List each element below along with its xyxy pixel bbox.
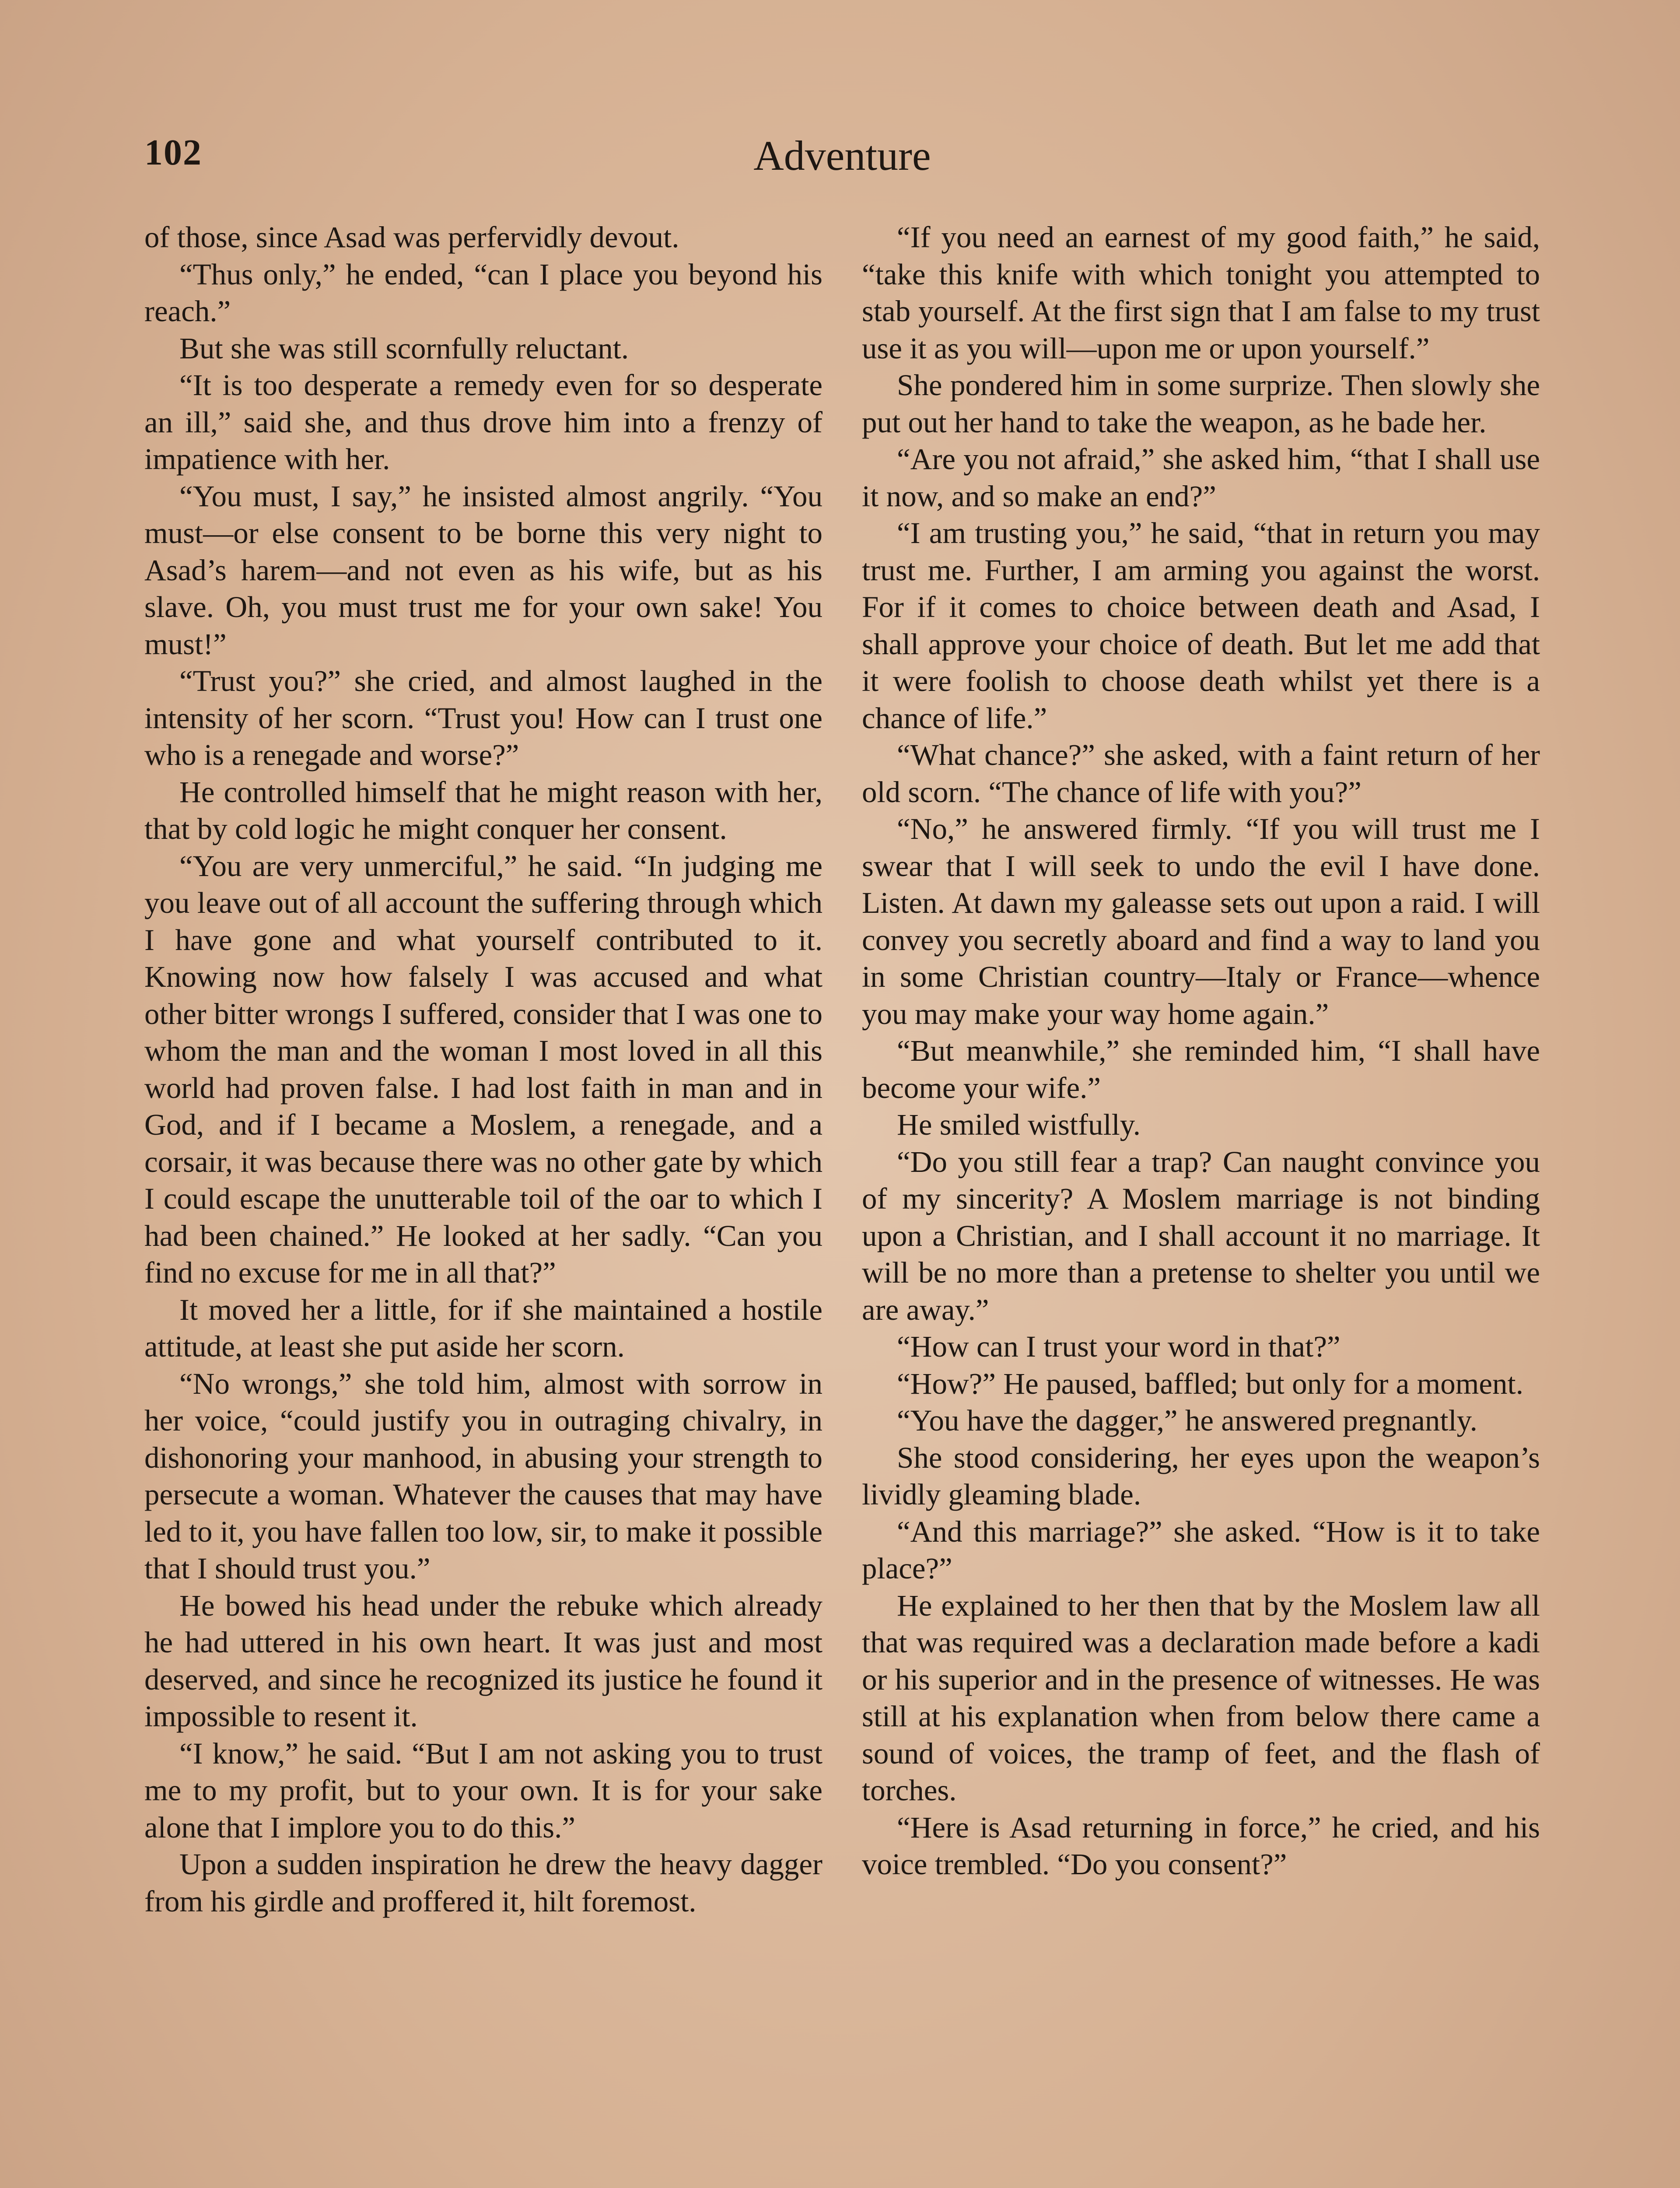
- paragraph: “I know,” he said. “But I am not asking you to trust me to my profit, but to your own. It is for your sake alone that I implore you to do this.”: [144, 1736, 822, 1844]
- paragraph: She pondered him in some surprize. Then slowly she put out her hand to take the weapon, as he bade her.: [862, 368, 1540, 439]
- paragraph: “No wrongs,” she told him, almost with sorrow in her voice, “could justify you in outraging chivalry, in dishonoring your manhood, in abusing your strength to persecute a woman. Whatever the causes that may have led to it, you have fallen too low, sir, to make it possible that I should trust you.”: [144, 1367, 822, 1585]
- paragraph: “Here is Asad returning in force,” he cried, and his voice trembled. “Do you consent?”: [862, 1810, 1540, 1881]
- paragraph: “But meanwhile,” she reminded him, “I shall have become your wife.”: [862, 1034, 1540, 1105]
- paragraph: of those, since Asad was perfervidly devout.: [144, 221, 679, 254]
- page-header: [144, 123, 1540, 201]
- paragraph: “I am trusting you,” he said, “that in return you may trust me. Further, I am arming you against the worst. For if it comes to choice between death and Asad, I shall approve your choice of death. But let me add that it were foolish to choose death whilst yet there is a chance of life.”: [862, 516, 1540, 735]
- paragraph: She stood considering, her eyes upon the weapon’s lividly gleaming blade.: [862, 1441, 1540, 1511]
- paragraph: “What chance?” she asked, with a faint return of her old scorn. “The chance of life with you?”: [862, 738, 1540, 809]
- paragraph: He bowed his head under the rebuke which already he had uttered in his own heart. It was just and most deserved, and since he recognized its justice he found it impossible to resent it.: [144, 1588, 822, 1733]
- paragraph: “Trust you?” she cried, and almost laughed in the intensity of her scorn. “Trust you! How can I trust one who is a renegade and worse?”: [144, 664, 822, 771]
- paragraph: “It is too desperate a remedy even for so desperate an ill,” said she, and thus drove him into a frenzy of impatience with her.: [144, 368, 822, 476]
- paragraph: “You have the dagger,” he answered pregnantly.: [897, 1404, 1477, 1437]
- paragraph: “You are very unmerciful,” he said. “In judging me you leave out of all account the suffering through which I have gone and what yourself contributed to it. Knowing now how falsely I was accused and what other bitter wrongs I suffered, consider that I was one to whom the man and the woman I most loved in all this world had proven false. I had lost faith in man and in God, and if I became a Moslem, a renegade, and a corsair, it was because there was no other gate by which I could escape the unutterable toil of the oar to which I had been chained.” He looked at her sadly. “Can you find no excuse for me in all that?”: [144, 849, 822, 1289]
- paragraph: “Thus only,” he ended, “can I place you beyond his reach.”: [144, 257, 822, 328]
- paragraph: “You must, I say,” he insisted almost angrily. “You must—or else consent to be borne this very night to Asad’s harem—and not even as his wife, but as his slave. Oh, you must trust me for your own sake! You must!”: [144, 479, 822, 661]
- paragraph: He explained to her then that by the Moslem law all that was required was a declaration made before a kadi or his superior and in the presence of witnesses. He was still at his explanation when from below there came a sound of voices, the tramp of feet, and the flash of torches.: [862, 1588, 1540, 1807]
- paragraph: He smiled wistfully.: [897, 1108, 1141, 1141]
- paragraph: “How?” He paused, baffled; but only for a moment.: [897, 1367, 1523, 1400]
- paragraph: “Do you still fear a trap? Can naught convince you of my sincerity? A Moslem marriage is not binding upon a Christian, and I shall account it no marriage. It will be no more than a pretense to shelter you until we are away.”: [862, 1145, 1540, 1326]
- paragraph: “If you need an earnest of my good faith,” he said, “take this knife with which tonight you attempted to stab yourself. At the first sign that I am false to my trust use it as you will—upon me or upon yourself.”: [862, 221, 1540, 365]
- paragraph: Upon a sudden inspiration he drew the heavy dagger from his girdle and proffered it, hilt foremost.: [144, 1848, 822, 1918]
- right-column: [862, 219, 1540, 1883]
- paragraph: It moved her a little, for if she maintained a hostile attitude, at least she put aside her scorn.: [144, 1293, 822, 1363]
- paragraph: But she was still scornfully reluctant.: [179, 331, 629, 365]
- paragraph: “How can I trust your word in that?”: [897, 1330, 1340, 1363]
- left-column: [144, 219, 822, 1920]
- paragraph: “Are you not afraid,” she asked him, “that I shall use it now, and so make an end?”: [862, 442, 1540, 513]
- paragraph: He controlled himself that he might reason with her, that by cold logic he might conquer her consent.: [144, 775, 822, 845]
- page-number: 102: [144, 132, 202, 173]
- paragraph: “No,” he answered firmly. “If you will trust me I swear that I will seek to undo the evil I have done. Listen. At dawn my galeasse sets out upon a raid. I will convey you secretly aboard and find a way to land you in some Christian country—Italy or France—whence you may make your way home again.”: [862, 812, 1540, 1031]
- running-title: Adventure: [753, 132, 931, 179]
- paragraph: “And this marriage?” she asked. “How is it to take place?”: [862, 1515, 1540, 1585]
